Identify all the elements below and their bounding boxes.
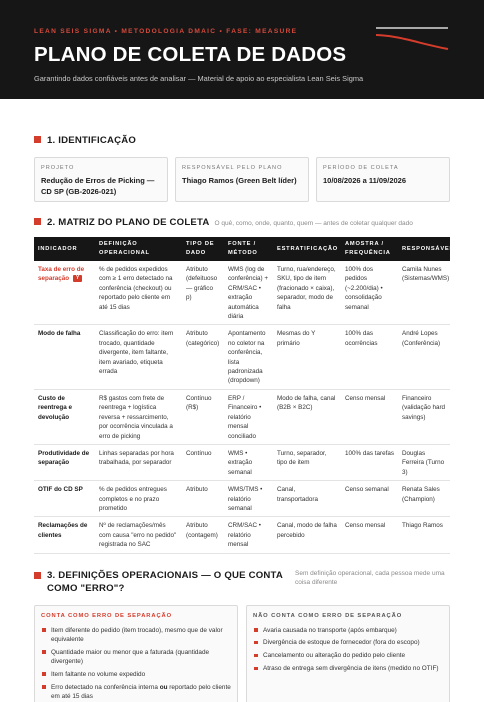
section-marker-icon bbox=[34, 218, 41, 225]
section-matriz-header bbox=[34, 217, 450, 228]
card-projeto bbox=[34, 157, 168, 202]
section-title: 1. IDENTIFICAÇÃO bbox=[47, 135, 137, 146]
list-item bbox=[253, 626, 443, 635]
table-cell-definicao: Nº de reclamações/mês com causa "erro no pedido" registrada no SAC bbox=[95, 517, 182, 553]
table-cell-definicao: % de pedidos entregues completos e no prazo prometido bbox=[95, 481, 182, 517]
column-header: INDICADOR bbox=[34, 237, 95, 261]
table-cell-indicador bbox=[34, 517, 95, 553]
list-item-text: Quantidade maior ou menor que a faturada (quantidade divergente) bbox=[51, 648, 210, 665]
section-definicoes-header bbox=[34, 569, 450, 595]
table-header-row bbox=[34, 237, 450, 261]
list-item-text: Erro detectado na conferência interna bbox=[51, 683, 160, 691]
column-header: RESPONSÁVEL bbox=[398, 237, 450, 261]
table-cell-fonte: ERP / Financeiro • relatório mensal conciliado bbox=[224, 389, 273, 444]
bullet-icon bbox=[42, 685, 46, 689]
table-cell-amostra: Censo semanal bbox=[341, 481, 398, 517]
column-header: TIPO DE DADO bbox=[182, 237, 224, 261]
list-item bbox=[41, 683, 231, 702]
list-item bbox=[41, 648, 231, 667]
card-value: Redução de Erros de Picking — CD SP (GB-2026-021) bbox=[41, 176, 155, 196]
bullet-icon bbox=[254, 654, 258, 658]
table-cell-definicao: % de pedidos expedidos com ≥ 1 erro detectado na conferência (checkout) ou reportado pelo cliente em até 15 dias bbox=[95, 261, 182, 325]
box-label: CONTA COMO ERRO DE SEPARAÇÃO bbox=[41, 612, 173, 619]
table-row bbox=[34, 481, 450, 517]
table-cell-tipo: Atributo bbox=[182, 481, 224, 517]
table-cell-tipo: Contínuo bbox=[182, 444, 224, 480]
table-row bbox=[34, 389, 450, 444]
card-value: 10/08/2026 a 11/09/2026 bbox=[323, 176, 406, 185]
section-note: Sem definição operacional, cada pessoa mede uma coisa diferente bbox=[295, 569, 445, 586]
page-title: PLANO DE COLETA DE DADOS bbox=[34, 43, 347, 66]
box-label: NÃO CONTA COMO ERRO DE SEPARAÇÃO bbox=[253, 612, 403, 619]
list-item-text: Item diferente do pedido (item trocado), mesmo que de valor equivalente bbox=[51, 626, 223, 643]
indicator-name: Produtividade de separação bbox=[38, 449, 90, 467]
table-row bbox=[34, 261, 450, 325]
table-cell-responsavel: Douglas Ferreira (Turno 3) bbox=[398, 444, 450, 480]
table-cell-amostra: 100% das tarefas bbox=[341, 444, 398, 480]
section-marker-icon bbox=[34, 572, 41, 579]
column-header: AMOSTRA / FREQUÊNCIA bbox=[341, 237, 398, 261]
table-cell-amostra: Censo mensal bbox=[341, 517, 398, 553]
page-subtitle: Garantindo dados confiáveis antes de analisar — Material de apoio ao especialista Lean Seis Sigma bbox=[34, 74, 364, 83]
list-item-text: Atraso de entrega sem divergência de itens (medido no OTIF) bbox=[263, 664, 439, 672]
card-value: Thiago Ramos (Green Belt líder) bbox=[182, 176, 297, 185]
card-label: PROJETO bbox=[41, 165, 75, 171]
identification-cards bbox=[34, 157, 450, 202]
box-nao-conta-como-erro bbox=[246, 605, 450, 702]
section-note: O quê, como, onde, quanto, quem — antes de coletar qualquer dado bbox=[214, 220, 413, 227]
list-item bbox=[253, 664, 443, 673]
bullet-icon bbox=[254, 667, 258, 671]
table-cell-tipo: Atributo (defeituoso — gráfico p) bbox=[182, 261, 224, 325]
card-periodo bbox=[316, 157, 450, 202]
table-row bbox=[34, 517, 450, 553]
list-item bbox=[253, 651, 443, 660]
bullet-icon bbox=[42, 650, 46, 654]
section-identificacao-header bbox=[34, 135, 450, 146]
box-conta-como-erro bbox=[34, 605, 238, 702]
column-header: ESTRATIFICAÇÃO bbox=[273, 237, 341, 261]
list-item bbox=[253, 638, 443, 647]
section-title: 2. MATRIZ DO PLANO DE COLETA bbox=[47, 217, 210, 228]
table-cell-responsavel: Financeiro (validação hard savings) bbox=[398, 389, 450, 444]
decorative-curve-icon bbox=[374, 24, 450, 54]
indicator-name: Modo de falha bbox=[38, 330, 81, 338]
table-cell-amostra: 100% dos pedidos (~2.200/dia) • consolidação semanal bbox=[341, 261, 398, 325]
indicator-name: Reclamações de clientes bbox=[38, 522, 88, 539]
column-header: DEFINIÇÃO OPERACIONAL bbox=[95, 237, 182, 261]
table-cell-indicador bbox=[34, 481, 95, 517]
card-responsavel bbox=[175, 157, 309, 202]
bullet-icon bbox=[254, 641, 258, 645]
table-cell-definicao: R$ gastos com frete de reentrega + logística reversa + ressarcimento, por ocorrência vinculada a erro de picking bbox=[95, 389, 182, 444]
table-cell-definicao: Classificação do erro: item trocado, quantidade divergente, item faltante, item avariado, etiqueta errada bbox=[95, 325, 182, 389]
collection-plan-table bbox=[34, 237, 454, 554]
table-cell-tipo: Contínuo (R$) bbox=[182, 389, 224, 444]
table-row bbox=[34, 444, 450, 480]
table-row bbox=[34, 325, 450, 389]
table-cell-amostra: Censo mensal bbox=[341, 389, 398, 444]
table-cell-fonte: WMS (log de conferência) + CRM/SAC • extração automática diária bbox=[224, 261, 273, 325]
table-cell-responsavel: Renata Sales (Champion) bbox=[398, 481, 450, 517]
table-cell-fonte: Apontamento no coletor na conferência, lista padronizada (dropdown) bbox=[224, 325, 273, 389]
page-header bbox=[0, 0, 484, 99]
table-cell-responsavel: Camila Nunes (Sistemas/WMS) bbox=[398, 261, 450, 325]
list-item-text: Avaria causada no transporte (após embarque) bbox=[263, 626, 397, 634]
table-cell-responsavel: Thiago Ramos bbox=[398, 517, 450, 553]
table-cell-indicador bbox=[34, 261, 95, 325]
table-cell-estratificacao: Modo de falha, canal (B2B × B2C) bbox=[273, 389, 341, 444]
table-cell-fonte: WMS • extração semanal bbox=[224, 444, 273, 480]
section-title: 3. DEFINIÇÕES OPERACIONAIS — O QUE CONTA COMO "ERRO"? bbox=[47, 569, 283, 594]
bullet-icon bbox=[42, 628, 46, 632]
conta-list bbox=[41, 626, 231, 702]
header-kicker: LEAN SEIS SIGMA • METODOLOGIA DMAIC • FASE: MEASURE bbox=[34, 28, 298, 35]
table-cell-fonte: CRM/SAC • relatório mensal bbox=[224, 517, 273, 553]
column-header: FONTE / MÉTODO bbox=[224, 237, 273, 261]
list-item-emphasis: ou bbox=[159, 683, 168, 691]
table-cell-tipo: Atributo (contagem) bbox=[182, 517, 224, 553]
table-cell-estratificacao: Turno, rua/endereço, SKU, tipo de item (fracionado × caixa), separador, modo de falha bbox=[273, 261, 341, 325]
table-cell-indicador bbox=[34, 389, 95, 444]
list-item-text: Divergência de estoque de fornecedor (fora do escopo) bbox=[263, 639, 420, 647]
table-cell-fonte: WMS/TMS • relatório semanal bbox=[224, 481, 273, 517]
table-cell-tipo: Atributo (categórico) bbox=[182, 325, 224, 389]
list-item bbox=[41, 626, 231, 645]
card-label: PERÍODO DE COLETA bbox=[323, 165, 399, 171]
list-item-text: Item faltante no volume expedido bbox=[51, 670, 146, 678]
list-item bbox=[41, 670, 231, 679]
nao-conta-list bbox=[253, 626, 443, 674]
definition-boxes bbox=[34, 605, 450, 702]
indicator-name: Taxa de erro de separação bbox=[38, 266, 85, 283]
table-cell-definicao: Linhas separadas por hora trabalhada, por separador bbox=[95, 444, 182, 480]
table-cell-estratificacao: Canal, modo de falha percebido bbox=[273, 517, 341, 553]
bullet-icon bbox=[254, 628, 258, 632]
indicator-name: Custo de reentrega e devolução bbox=[38, 394, 72, 421]
list-item-text: reportado pelo cliente em até 15 dias bbox=[51, 683, 231, 700]
table-cell-estratificacao: Canal, transportadora bbox=[273, 481, 341, 517]
primary-y-badge: Y bbox=[73, 275, 82, 282]
list-item-text: Cancelamento ou alteração do pedido pelo cliente bbox=[263, 652, 406, 660]
table-cell-responsavel: André Lopes (Conferência) bbox=[398, 325, 450, 389]
table-cell-estratificacao: Turno, separador, tipo de item bbox=[273, 444, 341, 480]
table-cell-indicador bbox=[34, 325, 95, 389]
indicator-name: OTIF do CD SP bbox=[38, 486, 83, 494]
table-cell-indicador bbox=[34, 444, 95, 480]
bullet-icon bbox=[42, 672, 46, 676]
table-cell-amostra: 100% das ocorrências bbox=[341, 325, 398, 389]
section-marker-icon bbox=[34, 136, 41, 143]
table-cell-estratificacao: Mesmas do Y primário bbox=[273, 325, 341, 389]
card-label: RESPONSÁVEL PELO PLANO bbox=[182, 165, 283, 171]
